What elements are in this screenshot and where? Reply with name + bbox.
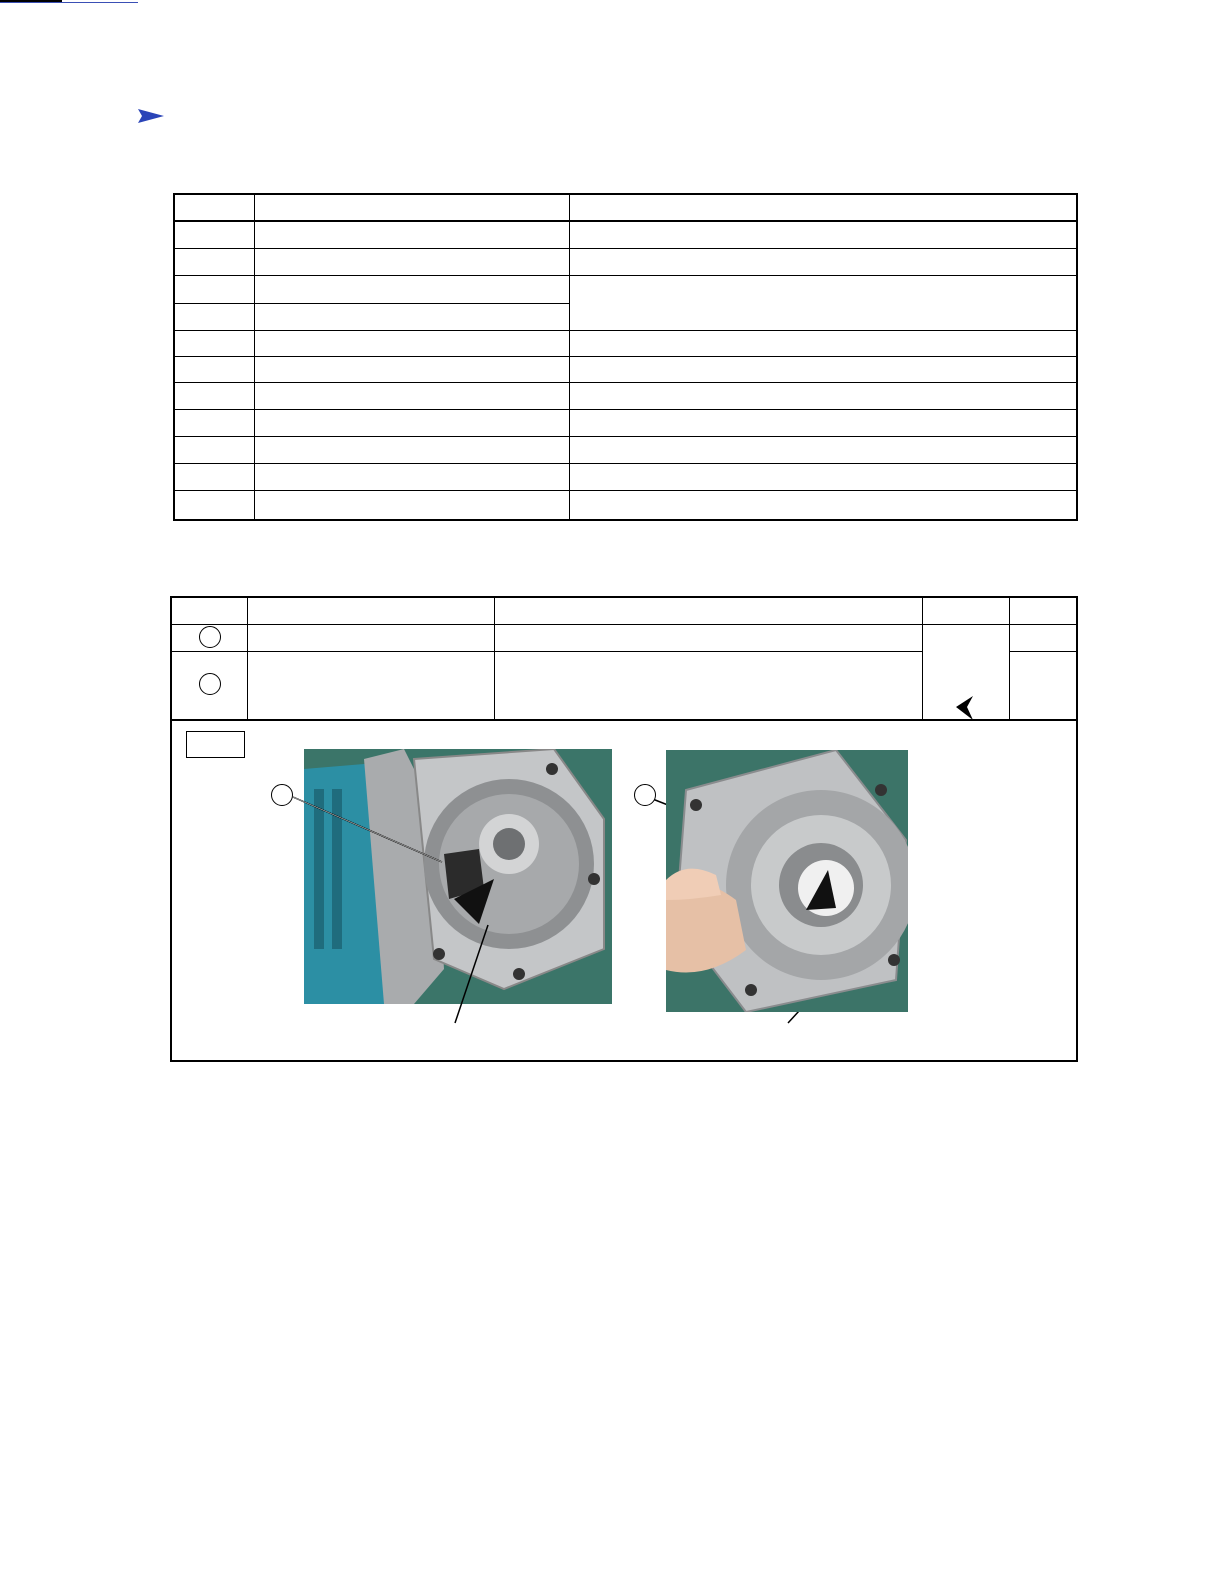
photo-bearing-box [666, 750, 908, 1012]
callout-circle [634, 784, 656, 806]
